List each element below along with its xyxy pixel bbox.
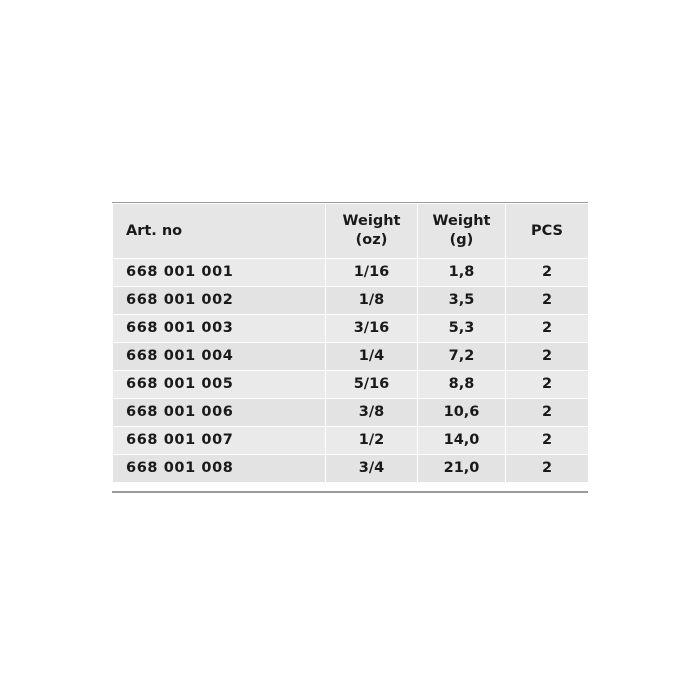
cell-pcs: 2	[506, 315, 589, 343]
cell-pcs: 2	[506, 427, 589, 455]
column-header-weight-g-line2: (g)	[449, 232, 474, 248]
cell-weight-oz: 3/8	[326, 399, 418, 427]
cell-weight-oz: 3/16	[326, 315, 418, 343]
cell-art-no: 668 001 007	[113, 427, 326, 455]
cell-art-no: 668 001 001	[113, 259, 326, 287]
cell-art-no: 668 001 006	[113, 399, 326, 427]
column-header-weight-g-line1: Weight	[432, 213, 491, 230]
cell-weight-g: 3,5	[418, 287, 506, 315]
column-header-pcs-line1: PCS	[531, 222, 563, 239]
column-header-pcs	[506, 204, 589, 259]
table-row	[113, 427, 589, 455]
cell-pcs: 2	[506, 399, 589, 427]
column-header-weight-oz-line1: Weight	[342, 213, 401, 230]
cell-weight-g: 10,6	[418, 399, 506, 427]
specification-table	[112, 203, 589, 483]
column-header-weight-oz	[326, 204, 418, 259]
cell-weight-g: 8,8	[418, 371, 506, 399]
table-row	[113, 343, 589, 371]
column-header-weight-oz-line2: (oz)	[355, 232, 388, 248]
table-bottom-rule	[112, 491, 588, 493]
table-row	[113, 259, 589, 287]
cell-pcs: 2	[506, 287, 589, 315]
cell-pcs: 2	[506, 455, 589, 483]
cell-art-no: 668 001 008	[113, 455, 326, 483]
cell-weight-oz: 5/16	[326, 371, 418, 399]
cell-weight-oz: 1/16	[326, 259, 418, 287]
cell-weight-g: 14,0	[418, 427, 506, 455]
cell-weight-oz: 1/8	[326, 287, 418, 315]
table-row	[113, 455, 589, 483]
table-row	[113, 315, 589, 343]
cell-weight-g: 7,2	[418, 343, 506, 371]
column-header-art-no-line1: Art. no	[126, 222, 183, 239]
cell-art-no: 668 001 003	[113, 315, 326, 343]
specification-table-container	[112, 203, 588, 483]
cell-pcs: 2	[506, 343, 589, 371]
table-body	[113, 259, 589, 483]
cell-art-no: 668 001 005	[113, 371, 326, 399]
cell-weight-oz: 1/2	[326, 427, 418, 455]
column-header-weight-g	[418, 204, 506, 259]
cell-weight-g: 21,0	[418, 455, 506, 483]
cell-weight-oz: 3/4	[326, 455, 418, 483]
cell-weight-g: 5,3	[418, 315, 506, 343]
table-header-row	[113, 204, 589, 259]
cell-weight-oz: 1/4	[326, 343, 418, 371]
column-header-art-no	[113, 204, 326, 259]
cell-art-no: 668 001 004	[113, 343, 326, 371]
table-header	[113, 204, 589, 259]
table-row	[113, 399, 589, 427]
cell-pcs: 2	[506, 371, 589, 399]
cell-weight-g: 1,8	[418, 259, 506, 287]
table-row	[113, 287, 589, 315]
table-row	[113, 371, 589, 399]
cell-pcs: 2	[506, 259, 589, 287]
cell-art-no: 668 001 002	[113, 287, 326, 315]
